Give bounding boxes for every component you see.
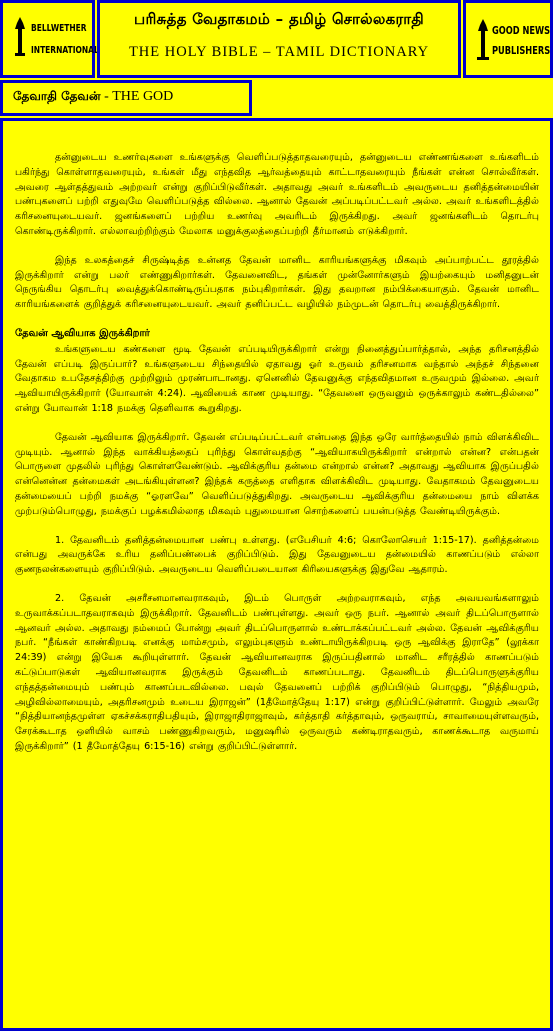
good-news-logo <box>466 3 550 75</box>
bellwether-logo-line1: BELLWETHER <box>31 23 87 34</box>
paragraph-5: 1. தேவனிடம் தனித்தன்மையான பண்பு உள்ளது. (எபேசியர் 4:6; கொலோசெயர் 1:15-17). தனித்தன்மை என்பது அவருக்கே உரிய தனிப்பண்பைக் குறிப்பிடும். இது தேவனுடைய தன்மையில் காணப்படும் எல்லா குணநலன்களையும் குறிப்பிடும். அவருடைய வெளிப்படையான கிரியைகளுக்கு இதுவே ஆதாரம். <box>15 534 539 576</box>
english-title: THE HOLY BIBLE – TAMIL DICTIONARY <box>128 44 430 60</box>
subheading-separator: - <box>100 89 113 104</box>
subheading-english: THE GOD <box>112 89 174 104</box>
content-panel <box>0 118 553 1031</box>
paragraph-3: உங்களுடைய கண்களை மூடி தேவன் எப்படியிருக்கிறார் என்று நினைத்துப்பார்த்தால், அந்த தரிசனத்தில் தேவன் எப்படி இருப்பார்? உங்களுடைய சிந்தையில் ஏதாவது ஓர் உருவம் தரிசனமாக வந்தால் அந்தச் சிந்தனை வேதாகம உபதேசத்திற்கு முற்றிலும் முரண்பாடானது. ஏனெனில் தேவனுக்கு எந்தவிதமான உருவமும் இல்லை. அவர் ஆவியாயிருக்கிறார் (யோவான் 4:24). ஆவியைக் காண முடியாது. “தேவனை ஒருவனும் ஒருக்காலும் கண்டதில்லை” என்று யோவான் 1:18 நமக்கு தெளிவாக கூறுகிறது. <box>15 343 539 414</box>
paragraph-6: 2. தேவன் அசரீசனமானவராகவும், இடம் பொருள் அற்றவராகவும், எந்த அவயவங்களாலும் உருவாக்கப்படாதவராகவும் இருக்கிறார். தேவனிடம் பண்புள்ளது. அவர் ஒரு நபர். ஆனால் அவர் திடப்பொருளால் ஆனவர் அல்ல. அதாவது நம்மைப் போன்று அவர் திடப்பொருளால் உண்டாக்கப்பட்டவர் அல்ல. தேவன் ஆவிக்குரிய நபர். “நீங்கள் காண்கிறபடி எனக்கு மாம்சமும், எலும்புகளும் உண்டாயிருக்கிறபடி ஒரு ஆவிக்கு இராதே” (லூக்கா 24:39) என்று இயேசு கூறியுள்ளார். தேவன் ஆவியானவராக இருப்பதினால் மானிட சரீரத்தில் காணப்படும் கட்டுப்பாடுகள் ஆவியானவராக இருக்கும் தேவனிடம் காணப்படாது. தேவனிடம் திடப்பொருளுக்குரிய எந்தத்தன்மையும் பண்பும் காணப்படவில்லை. பவுல் தேவனைப் பற்றிக் குறிப்பிடும் பொழுது, “நித்தியமும், அழிவில்லாமையும், அதரிசனமும் உடைய இராஜன்” (1தீமோத்தேயு 1:17) என்று குறிப்பிட்டுள்ளார். மேலும் அவரே “நித்தியானந்தமுள்ள ஏகச்சக்கராதிபதியும், இராஜாதிராஜாவும், கர்த்தாதி கர்த்தாவும், ஒருவராய், சாவாமையுள்ளவரும், சேரக்கூடாத ஒளியில் வாசம் பண்ணுகிறவரும், மனுஷரில் ஒருவரும் கண்டிராதவரும், காணக்கூடாத வருமாய் இருக்கிறார்” (1 தீமோத்தேயு 6:15-16) என்று குறிப்பிட்டுள்ளார். <box>15 592 539 752</box>
bellwether-logo-box <box>0 0 99 78</box>
good-news-logo-box <box>463 0 553 78</box>
article-body <box>15 151 539 769</box>
paragraph-2: இந்த உலகத்தைச் சிருஷ்டித்த உன்னத தேவன் மானிட காரியங்களுக்கு மிகவும் அப்பாற்பட்ட தூரத்தில் இருக்கிறார் என்று பலர் எண்ணுகிறார்கள். தேவனைவிட, தங்கள் முன்னோர்களும் இயற்கையும் மனிதனுடன் நெருங்கிய தொடர்பு வைத்துக்கொண்டிருப்பதாக நம்புகிறார்கள். இது தவறான நம்பிக்கையாகும். தேவன் மானிட காரியங்களைக் குறித்துக் கரிசனையுடையவர். அவர் தனிப்பட்ட வழியில் நம்முடன் தொடர்பு வைத்திருக்கிறார். <box>15 254 539 311</box>
good-news-logo-line1: GOOD NEWS <box>492 24 551 37</box>
title-banner <box>97 0 461 78</box>
tamil-title: பரிசுத்த வேதாகமம் – தமிழ் சொல்லகராதி <box>133 10 425 28</box>
torch-icon <box>13 17 27 57</box>
section-heading: தேவன் ஆவியாக இருக்கிறார் <box>15 327 150 339</box>
subheading-box <box>0 80 252 116</box>
paragraph-4: தேவன் ஆவியாக இருக்கிறார். தேவன் எப்படிப்பட்டவர் என்பதை இந்த ஒரே வார்த்தையில் நாம் விளக்கிவிட முடியும். ஆனால் இந்த வாக்கியத்தைப் புரிந்து கொள்வதற்கு “ஆவியாகயிருக்கிறார் என்றால் என்ன? என்பதன் பொருளை முதலில் புரிந்து கொள்ளவேண்டும். ஆவிக்குரிய தன்மை என்றால் என்ன? அதாவது ஆவியாக இருப்பதில் என்னென்ன தன்மைகள் அடங்கியுள்ளன? இந்தக் கருத்தை எளிதாக விளக்கிவிட முடியாது. வேதாகமம் தேவனுடைய தன்மையைப் பற்றி நமக்கு “ஓரளவே” வெளிப்படுத்துகிறது. அவருடைய ஆவிக்குரிய தன்மையை நாம் விளக்க முற்படும்பொழுது, நமக்குப் பழக்கமில்லாத மிகவும் புதுமையான சொற்களைப் பயன்படுத்த வேண்டியிருக்கும். <box>15 431 539 517</box>
subheading <box>13 89 173 105</box>
bellwether-logo-line2: INTERNATIONAL <box>31 45 99 56</box>
torch-icon <box>476 19 490 61</box>
good-news-logo-line2: PUBLISHERS <box>492 44 551 57</box>
subheading-tamil: தேவாதி தேவன் <box>13 89 101 103</box>
bellwether-logo <box>3 3 99 75</box>
paragraph-1: தன்னுடைய உணர்வுகளை உங்களுக்கு வெளிப்படுத்தாதவரையும், தன்னுடைய எண்ணங்களை உங்களிடம் பகிர்ந்து கொள்ளாதவரையும், உங்கள் மீது எந்தவித ஆர்வத்தையும் காட்டாதவரையும் நீங்கள் என்ன சொல்வீர்கள். அவரை ஆள்தத்துவம் அற்றவர் என்று குறிப்பிடுவீர்கள். அதாவது அவர் உங்களிடம் அவருடைய தனித்தன்மையின் பண்புகளைப் பற்றி எதுவுமே வெளிப்படுத்த வில்லை. ஆனால் தேவன் அப்படிப்பட்டவர் அல்ல. அவர் உங்களிடத்தில் கரிசனையுடையவர். ஜனங்களைப் பற்றிய உணர்வு அவரிடம் இருக்கிறது. அவர் ஜனங்களிடம் தொடர்பு கொண்டிருக்கிறார். எல்லாவற்றிற்கும் மேலாக மனுக்குலத்தைப்பற்றி தீர்மானம் எடுக்கிறார். <box>15 152 539 237</box>
